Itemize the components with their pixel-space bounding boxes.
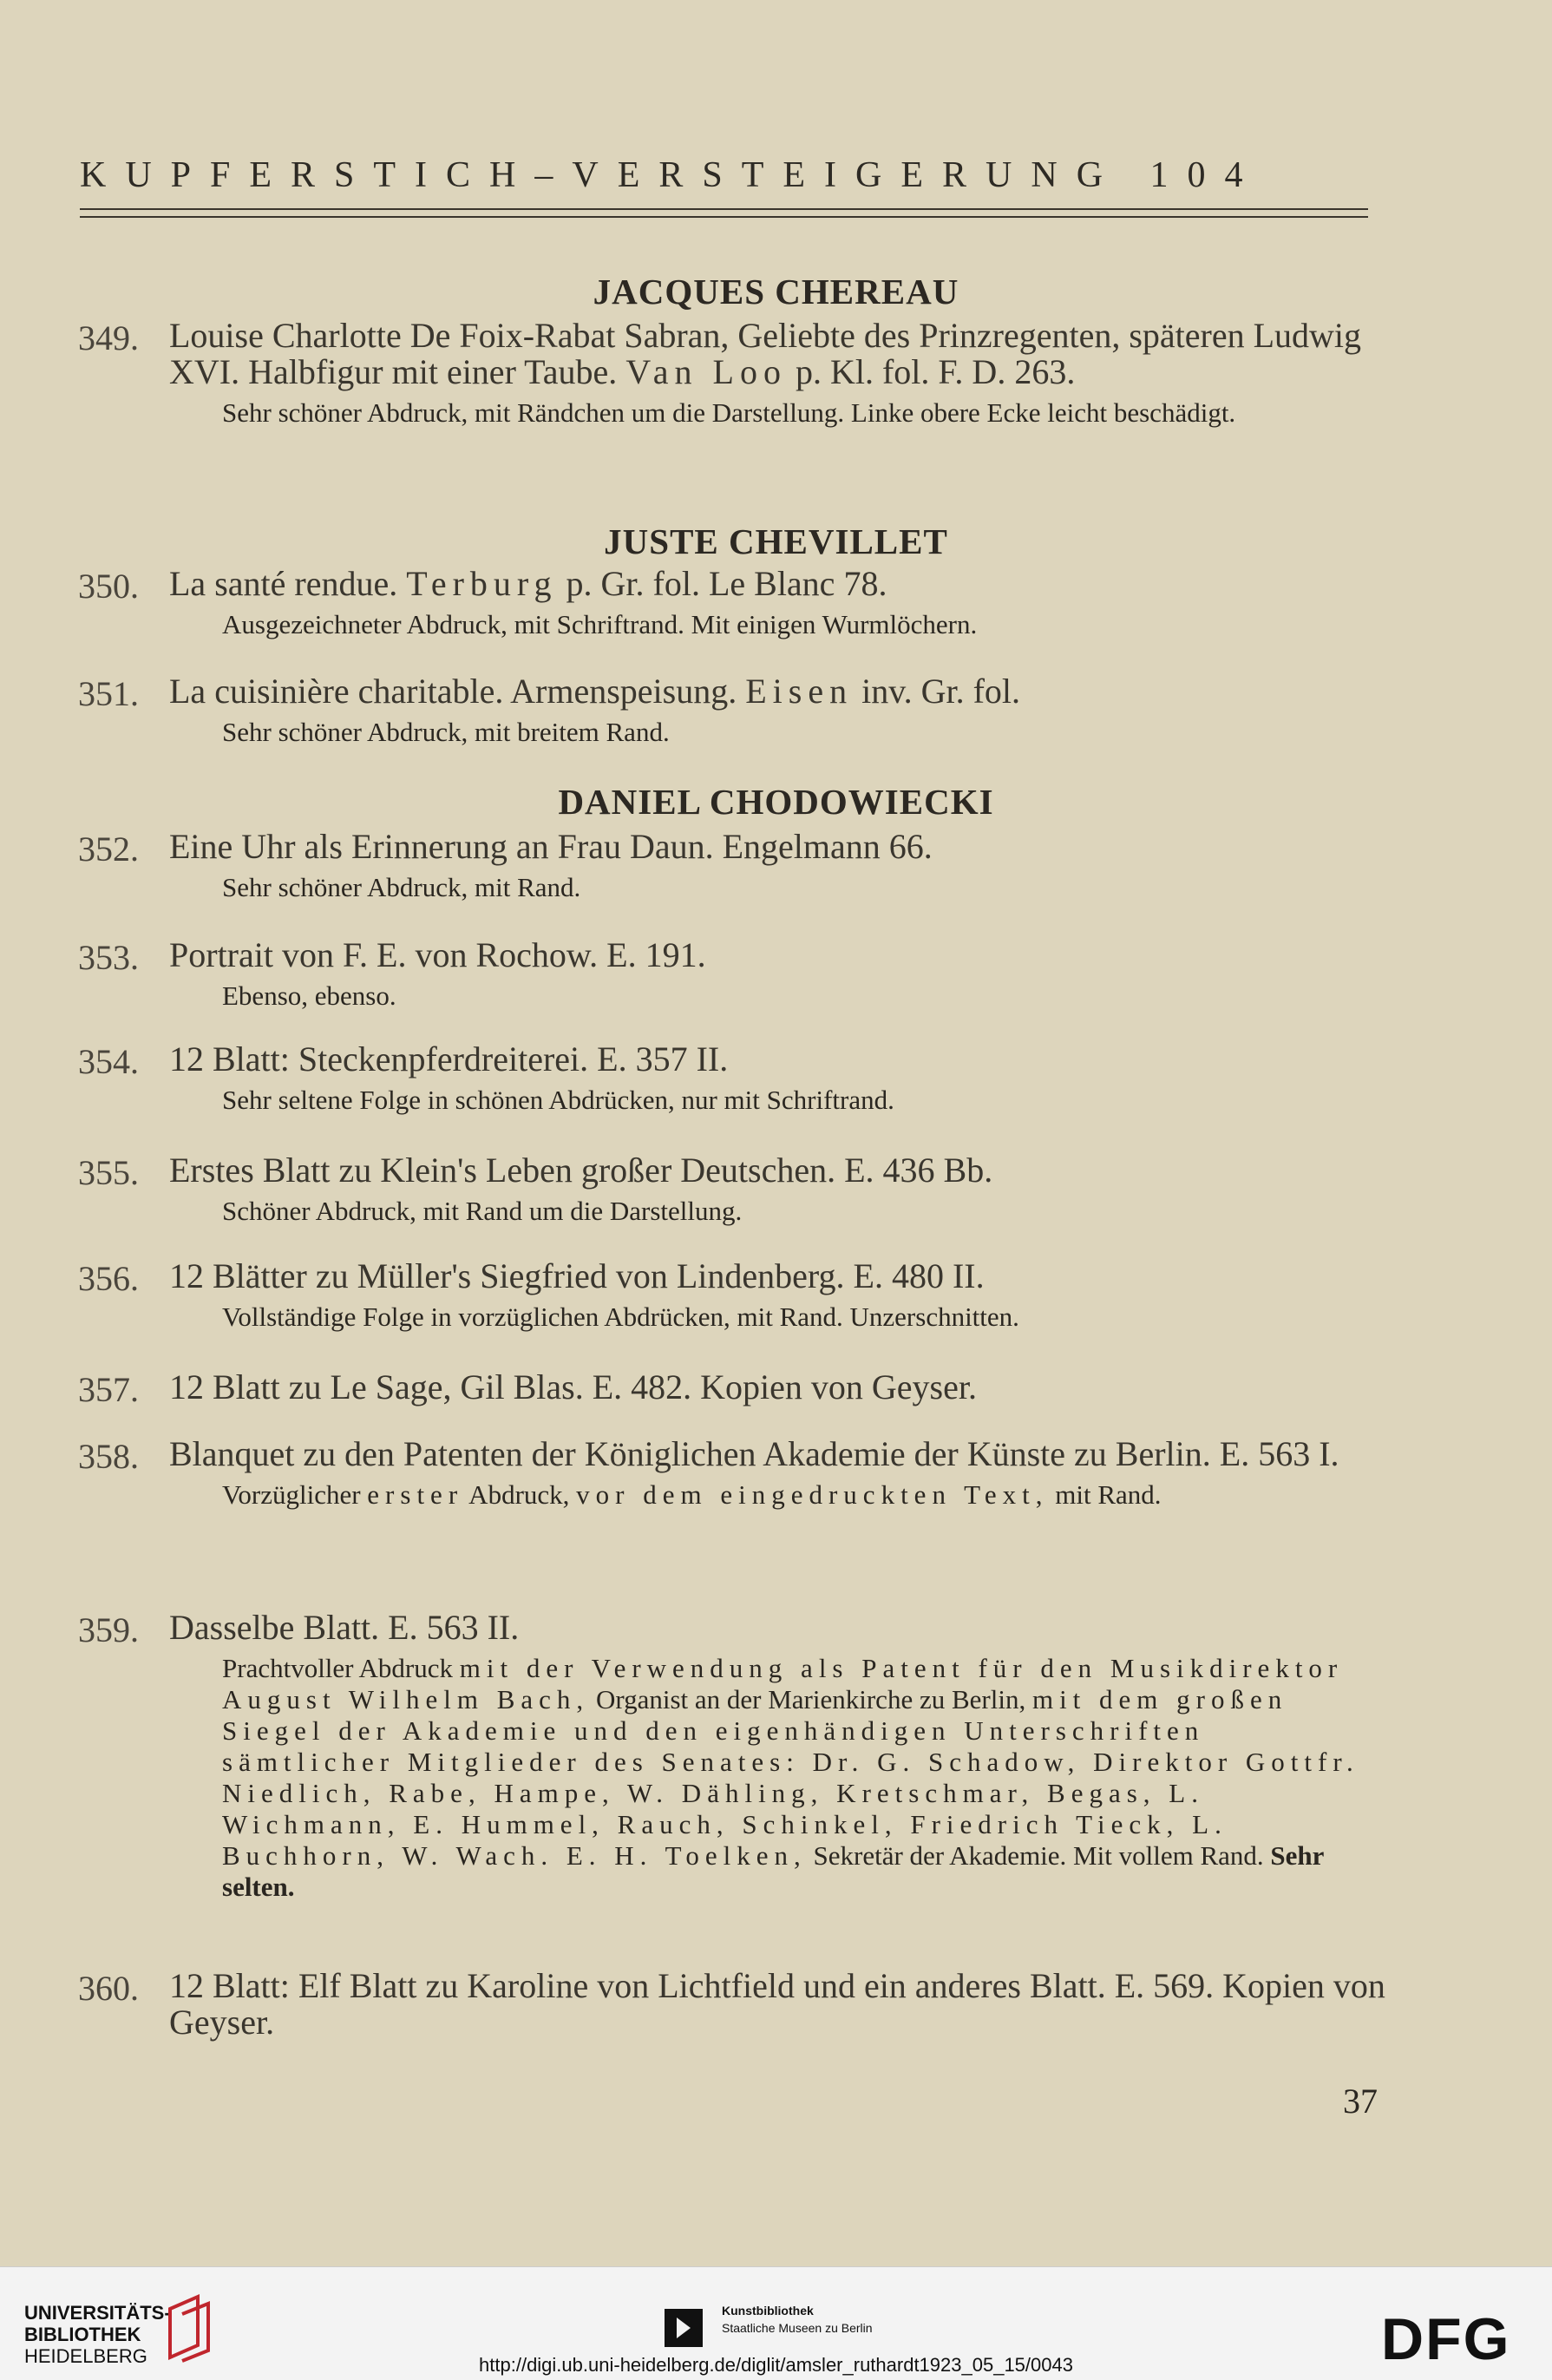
catalog-entry bbox=[78, 1258, 1388, 1333]
catalog-entry bbox=[78, 673, 1388, 748]
entry-number: 360. bbox=[78, 1969, 139, 2008]
ub-heidelberg-logo-text[interactable]: UNIVERSITÄTS- BIBLIOTHEK HEIDELBERG bbox=[24, 2302, 171, 2367]
catalog-entry bbox=[78, 1367, 1388, 1409]
catalog-entry bbox=[78, 1436, 1388, 1511]
entry-title: Portrait von F. E. von Rochow. E. 191. bbox=[169, 935, 706, 974]
entry-note: Ausgezeichneter Abdruck, mit Schriftrand. Mit einigen Wurmlöchern. bbox=[222, 609, 978, 639]
header-rule-top bbox=[80, 208, 1368, 210]
entry-number: 358. bbox=[78, 1437, 139, 1476]
entry-title: 12 Blätter zu Müller's Siegfried von Lindenberg. E. 480 II. bbox=[169, 1256, 985, 1295]
entry-number: 350. bbox=[78, 567, 139, 606]
entry-title: Louise Charlotte De Foix-Rabat Sabran, Geliebte des Prinzregenten, späteren Ludwig XVI. Halbfigur mit einer Taube. Van Loo p. Kl. fol. F. D. 263. bbox=[169, 316, 1362, 391]
catalog-entry bbox=[78, 1610, 1388, 1903]
entry-title: Dasselbe Blatt. E. 563 II. bbox=[169, 1608, 520, 1647]
ub-heidelberg-logo-icon bbox=[163, 2293, 215, 2363]
entry-number: 351. bbox=[78, 674, 139, 713]
catalog-entry bbox=[78, 1152, 1388, 1227]
entry-title: La santé rendue. Terburg p. Gr. fol. Le Blanc 78. bbox=[169, 564, 887, 603]
entry-note: Sehr schöner Abdruck, mit Rändchen um die Darstellung. Linke obere Ecke leicht beschädigt. bbox=[222, 397, 1236, 428]
entry-note: Sehr schöner Abdruck, mit breitem Rand. bbox=[222, 717, 670, 747]
entry-note: Ebenso, ebenso. bbox=[222, 980, 396, 1011]
permalink-url[interactable]: http://digi.ub.uni-heidelberg.de/diglit/amsler_ruthardt1923_05_15/0043 bbox=[479, 2354, 1073, 2376]
entry-title: 12 Blatt: Elf Blatt zu Karoline von Lichtfield und ein anderes Blatt. E. 569. Kopien von Geyser. bbox=[169, 1966, 1385, 2042]
digitization-footer bbox=[0, 2266, 1552, 2380]
entry-number: 356. bbox=[78, 1259, 139, 1298]
catalog-entry bbox=[78, 1968, 1388, 2041]
catalog-entry bbox=[78, 937, 1388, 1012]
entry-note: Schöner Abdruck, mit Rand um die Darstellung. bbox=[222, 1196, 743, 1226]
entry-title: Eine Uhr als Erinnerung an Frau Daun. Engelmann 66. bbox=[169, 827, 933, 866]
entry-number: 359. bbox=[78, 1610, 139, 1649]
entry-title: 12 Blatt: Steckenpferdreiterei. E. 357 II. bbox=[169, 1039, 729, 1079]
catalog-entry bbox=[78, 318, 1388, 429]
catalog-entry bbox=[78, 1041, 1388, 1116]
artist-heading: JUSTE CHEVILLET bbox=[604, 521, 948, 561]
catalog-entry bbox=[78, 829, 1388, 903]
kunstbibliothek-logo-icon bbox=[661, 2305, 706, 2350]
entry-number: 352. bbox=[78, 829, 139, 869]
entry-note: Sehr schöner Abdruck, mit Rand. bbox=[222, 872, 581, 902]
entry-title: Blanquet zu den Patenten der Königlichen Akademie der Künste zu Berlin. E. 563 I. bbox=[169, 1434, 1339, 1473]
artist-heading: JACQUES CHEREAU bbox=[593, 272, 959, 311]
entry-number: 357. bbox=[78, 1370, 139, 1409]
page-number: 37 bbox=[1343, 2082, 1378, 2121]
entry-number: 349. bbox=[78, 318, 139, 357]
entry-note: Prachtvoller Abdruck mit der Verwendung als Patent für den Musikdirektor August Wilhelm Bach, Organist an der Marienkirche zu Berlin, mit dem großen Siegel der Akademie und den eigenhändigen Unterschriften sämtlicher Mitglieder des Senates: Dr. G. Schadow, Direktor Gottfr. Niedlich, Rabe, Hampe, W. Dähling, Kretschmar, Begas, L. Wichmann, E. Hummel, Rauch, Schinkel, Friedrich Tieck, L. Buchhorn, W. Wach. E. H. Toelken, Sekretär der Akademie. Mit vollem Rand. Sehr selten. bbox=[222, 1653, 1359, 1902]
catalog-entry bbox=[78, 566, 1388, 640]
entry-number: 355. bbox=[78, 1153, 139, 1192]
entry-title: Erstes Blatt zu Klein's Leben großer Deutschen. E. 436 Bb. bbox=[169, 1151, 993, 1190]
entry-note: Vollständige Folge in vorzüglichen Abdrücken, mit Rand. Unzerschnitten. bbox=[222, 1301, 1019, 1332]
artist-heading: DANIEL CHODOWIECKI bbox=[558, 782, 994, 822]
entry-title: La cuisinière charitable. Armenspeisung. Eisen inv. Gr. fol. bbox=[169, 672, 1021, 711]
entry-number: 354. bbox=[78, 1042, 139, 1081]
header-rule-bottom bbox=[80, 216, 1368, 218]
entry-note: Sehr seltene Folge in schönen Abdrücken, nur mit Schriftrand. bbox=[222, 1085, 894, 1115]
dfg-logo[interactable]: DFG bbox=[1381, 2306, 1511, 2372]
entry-number: 353. bbox=[78, 938, 139, 977]
entry-title: 12 Blatt zu Le Sage, Gil Blas. E. 482. Kopien von Geyser. bbox=[169, 1367, 977, 1406]
kunstbibliothek-text[interactable]: Kunstbibliothek Staatliche Museen zu Berlin bbox=[722, 2304, 873, 2335]
running-header: KUPFERSTICH–VERSTEIGERUNG 104 bbox=[80, 155, 1262, 195]
entry-note: Vorzüglicher erster Abdruck, vor dem eingedruckten Text, mit Rand. bbox=[222, 1479, 1162, 1510]
